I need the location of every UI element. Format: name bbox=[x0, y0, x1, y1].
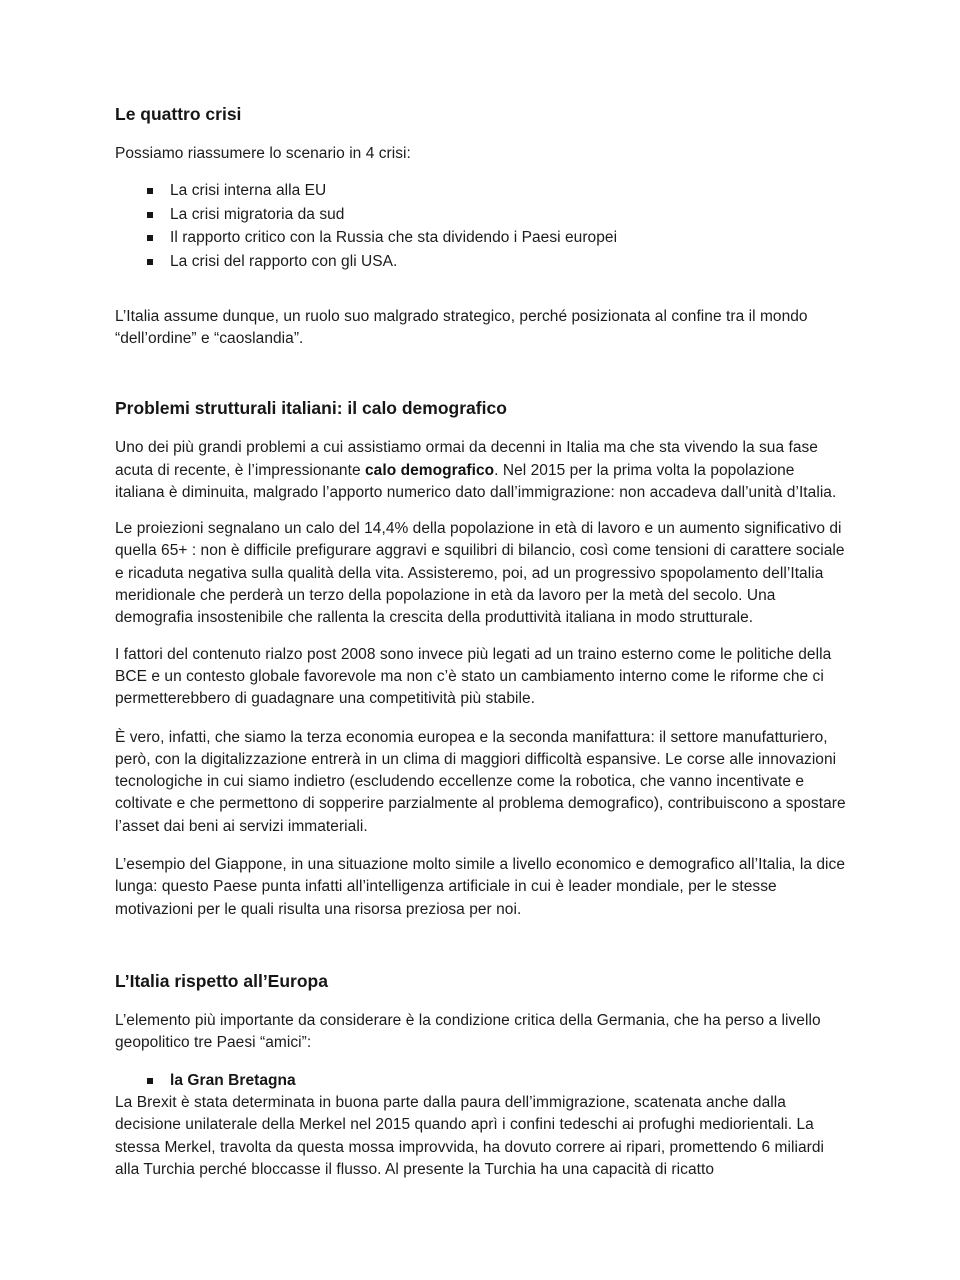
paragraph-text: . Nel 2015 per la prima volta la popolazione italiana è diminuita, malgrado l’apporto numerico dato dall’immigrazione: non accadeva dall’unità d’Italia. bbox=[115, 461, 837, 501]
paragraph-terza-economia: È vero, infatti, che siamo la terza economia europea e la seconda manifattura: il settore manufatturiero, però, con la digitalizzazione entrerà in un clima di maggiori difficoltà espansive. Le corse alle innovazioni tecnologiche in cui siamo indietro (escludendo eccellenze come la robotica, che vanno incentivate e coltivate e che permettono di sopperire parzialmente al problema demografico), contribuiscono a spostare l’asset dai beni ai servizi immateriali. bbox=[115, 728, 846, 835]
bold-text-calo-demografico: calo demografico bbox=[365, 461, 495, 479]
paragraph-germania: L’elemento più importante da considerare è la condizione critica della Germania, che ha perso a livello geopolitico tre Paesi “amici”: bbox=[115, 1011, 821, 1052]
paragraph-fattori-rialzo: I fattori del contenuto rialzo post 2008 sono invece più legati ad un traino esterno come le politiche della BCE e un contesto globale favorevole ma non c’è stato un cambiamento interno come le riforme che ci permetterebbero di guadagnare una competitività più stabile. bbox=[115, 645, 832, 708]
crisis-bullet-list bbox=[115, 179, 848, 273]
list-item-crisi-russia: Il rapporto critico con la Russia che sta dividendo i Paesi europei bbox=[115, 226, 848, 250]
intro-paragraph: Possiamo riassumere lo scenario in 4 crisi: bbox=[115, 145, 411, 162]
heading-le-quattro-crisi: Le quattro crisi bbox=[115, 104, 242, 124]
document-body bbox=[115, 104, 848, 1181]
paragraph-calo-demografico bbox=[115, 437, 848, 504]
paragraph-italia-ruolo: L’Italia assume dunque, un ruolo suo malgrado strategico, perché posizionata al confine tra il mondo “dell’ordine” e “caoslandia”. bbox=[115, 307, 808, 347]
paragraph-brexit: La Brexit è stata determinata in buona parte dalla paura dell’immigrazione, scatenata anche dalla decisione unilaterale della Merkel nel 2015 quando aprì i confini tedeschi ai profughi mediorientali. La stessa Merkel, travolta da questa mossa improvvida, ha dovuto correre ai ripari, promettendo 6 miliardi alla Turchia perché bloccasse il flusso. Al presente la Turchia ha una capacità di ricatto bbox=[115, 1094, 824, 1178]
paragraph-giappone: L’esempio del Giappone, in una situazione molto simile a livello economico e demografico all’Italia, la dice lunga: questo Paese punta infatti all’intelligenza artificiale in cui è leader mondiale, per le stesse motivazioni per le quali risulta una risorsa preziosa per noi. bbox=[115, 856, 845, 918]
list-item-crisi-migratoria: La crisi migratoria da sud bbox=[115, 203, 848, 227]
list-item-crisi-usa: La crisi del rapporto con gli USA. bbox=[115, 250, 848, 274]
europa-bullet-list bbox=[115, 1069, 848, 1093]
heading-problemi-strutturali: Problemi strutturali italiani: il calo demografico bbox=[115, 398, 507, 419]
list-item-crisi-eu: La crisi interna alla EU bbox=[115, 179, 848, 203]
heading-italia-europa: L’Italia rispetto all’Europa bbox=[115, 970, 328, 991]
list-item-gran-bretagna: la Gran Bretagna bbox=[115, 1069, 848, 1093]
paragraph-text: Uno dei più grandi problemi a cui assistiamo ormai da decenni in Italia ma che sta vivendo la sua fase acuta di recente, è l’impressionante bbox=[115, 439, 818, 479]
paragraph-proiezioni: Le proiezioni segnalano un calo del 14,4% della popolazione in età di lavoro e un aumento significativo di quella 65+ : non è difficile prefigurare aggravi e squilibri di bilancio, così come tensioni di carattere sociale e ricaduta negativa sulla qualità della vita. Assisteremo, poi, ad un progressivo spopolamento dell’Italia meridionale che perderà un terzo della popolazione in età da lavoro per la metà del secolo. Una demografia insostenibile che rallenta la crescita della produttività italiana in modo strutturale. bbox=[115, 520, 845, 627]
